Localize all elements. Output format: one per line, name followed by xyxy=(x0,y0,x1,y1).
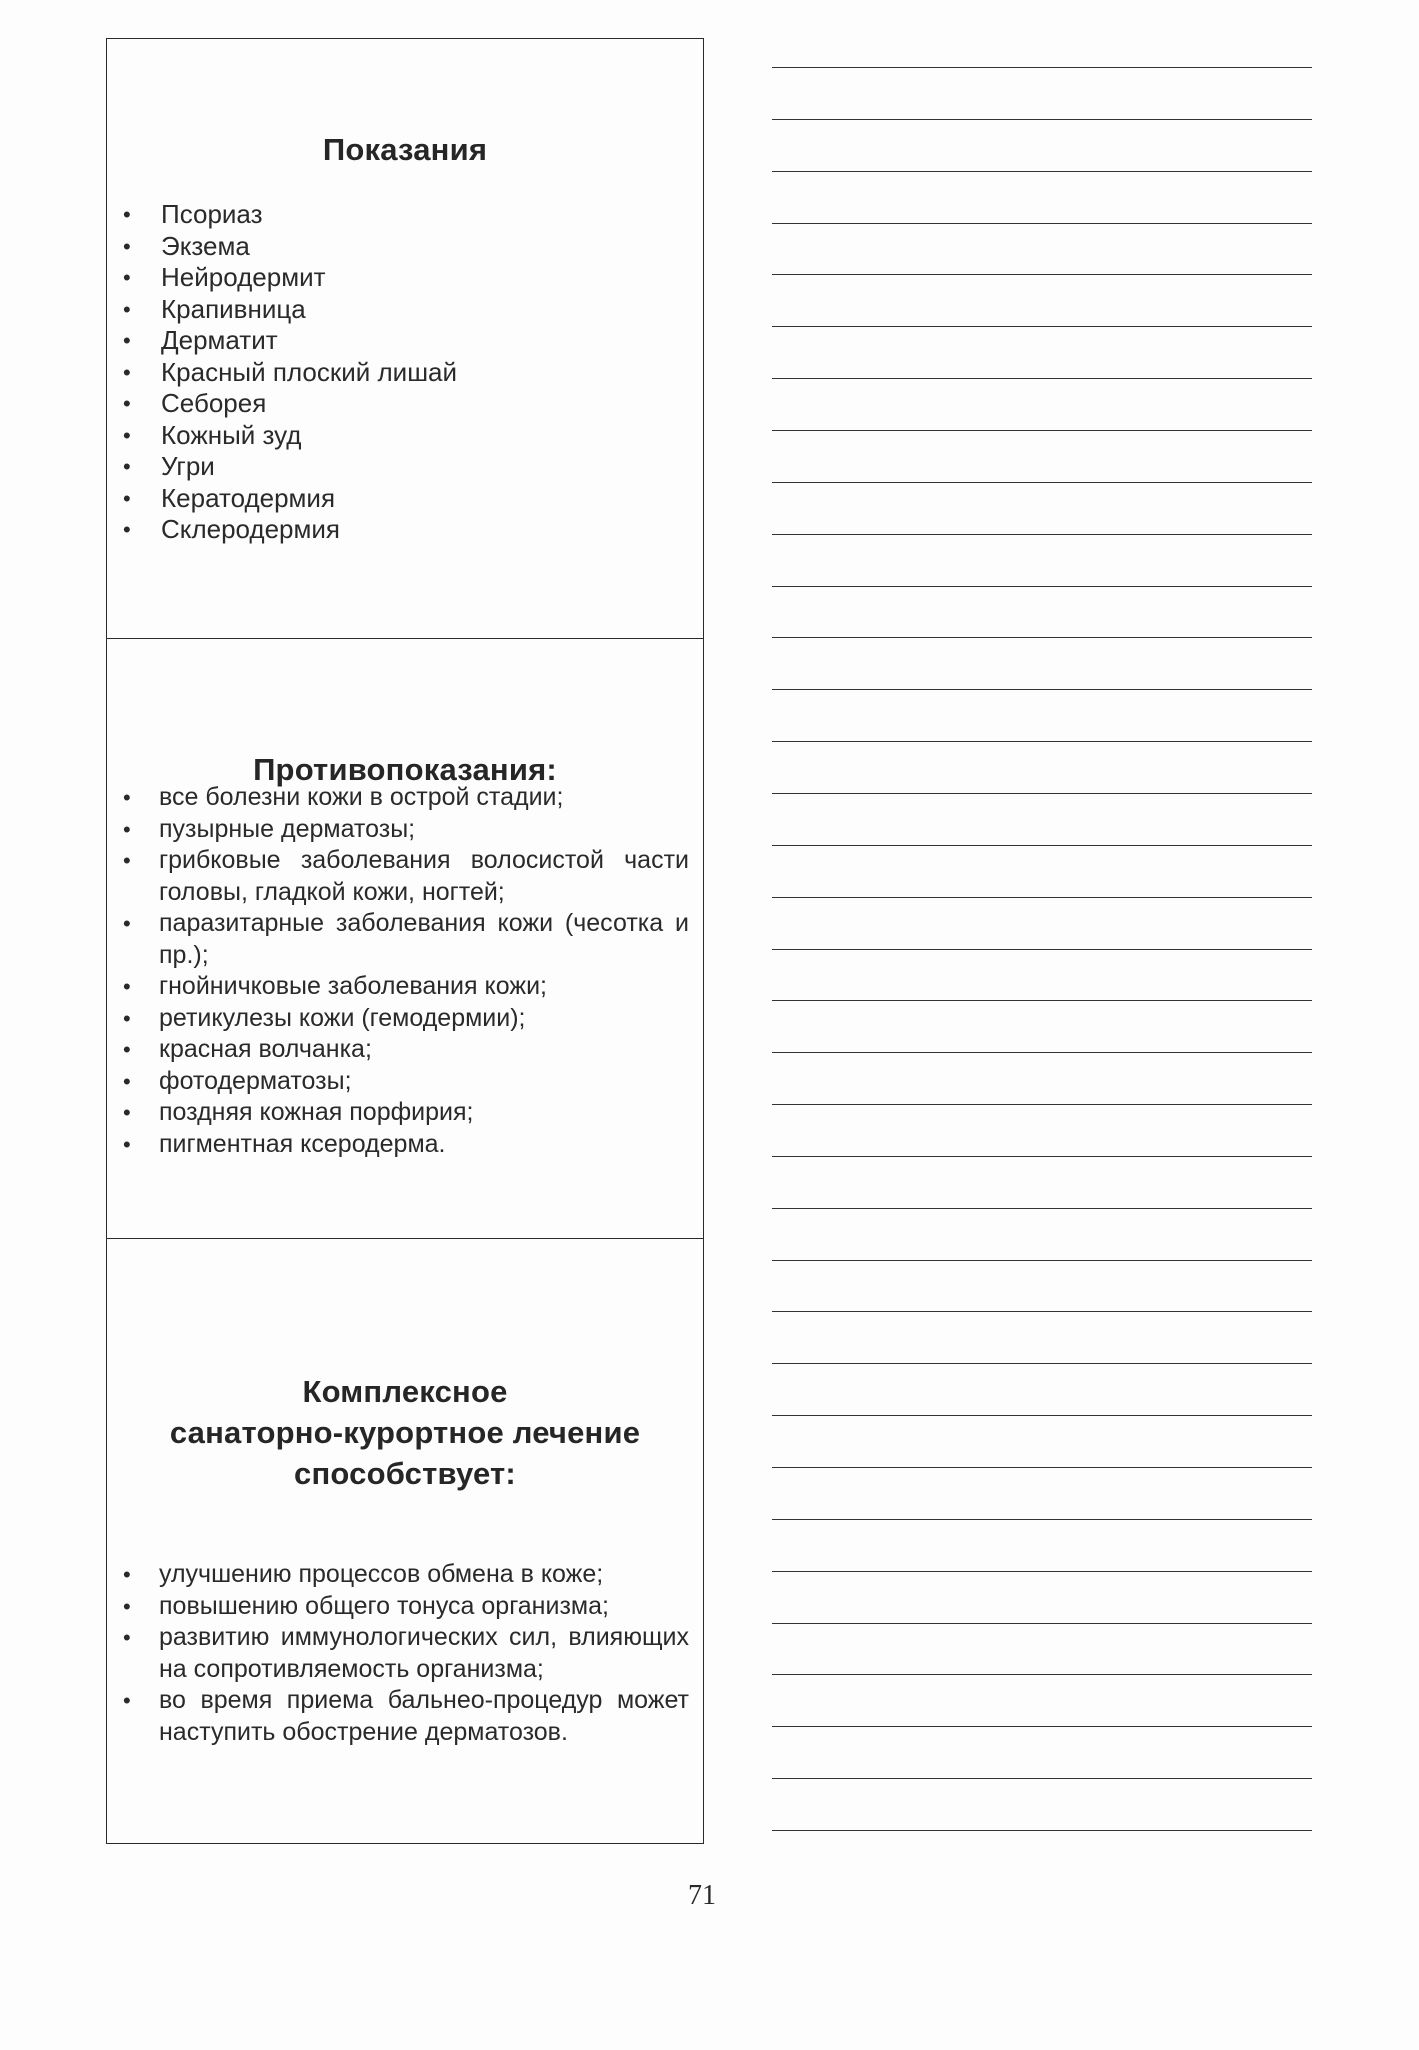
list-item: • Себорея xyxy=(119,388,689,420)
note-line xyxy=(772,1467,1312,1468)
list-item: • Красный плоский лишай xyxy=(119,357,689,389)
list-item: • во время приема бальнео-процедур может наступить обострение дерматозов. xyxy=(119,1685,689,1748)
note-line xyxy=(772,741,1312,742)
list-item: • пузырные дерматозы; xyxy=(119,814,689,846)
treatment-section xyxy=(107,1239,703,1845)
list-item: • Крапивница xyxy=(119,294,689,326)
note-line xyxy=(772,378,1312,379)
list-item: • Псориаз xyxy=(119,199,689,231)
note-line xyxy=(772,1830,1312,1831)
note-line xyxy=(772,326,1312,327)
treatment-title-line-1: Комплексное xyxy=(302,1374,508,1409)
list-item: • Экзема xyxy=(119,231,689,263)
note-line xyxy=(772,430,1312,431)
contraindications-title: Противопоказания: xyxy=(253,752,557,787)
note-line xyxy=(772,67,1312,68)
list-item: • ретикулезы кожи (гемодермии); xyxy=(119,1003,689,1035)
note-line xyxy=(772,845,1312,846)
list-item: • Кератодермия xyxy=(119,483,689,515)
note-line xyxy=(772,1052,1312,1053)
note-line xyxy=(772,119,1312,120)
note-line xyxy=(772,1156,1312,1157)
note-line xyxy=(772,1000,1312,1001)
list-item: • фотодерматозы; xyxy=(119,1066,689,1098)
contraindications-list xyxy=(119,782,689,1160)
note-line xyxy=(772,1311,1312,1312)
list-item: • красная волчанка; xyxy=(119,1034,689,1066)
list-item: • Дерматит xyxy=(119,325,689,357)
note-line xyxy=(772,1104,1312,1105)
note-line xyxy=(772,482,1312,483)
note-line xyxy=(772,223,1312,224)
indications-list xyxy=(119,199,689,546)
list-item: • поздняя кожная порфирия; xyxy=(119,1097,689,1129)
note-line xyxy=(772,586,1312,587)
note-line xyxy=(772,274,1312,275)
list-item: • Склеродермия xyxy=(119,514,689,546)
note-line xyxy=(772,1415,1312,1416)
contraindications-section xyxy=(107,639,703,1239)
list-item: • все болезни кожи в острой стадии; xyxy=(119,782,689,814)
indications-title: Показания xyxy=(322,132,488,167)
page-number: 71 xyxy=(688,1880,716,1911)
note-line xyxy=(772,1571,1312,1572)
note-line xyxy=(772,949,1312,950)
list-item: • повышению общего тонуса организма; xyxy=(119,1591,689,1623)
note-line xyxy=(772,793,1312,794)
note-line xyxy=(772,171,1312,172)
note-line xyxy=(772,534,1312,535)
note-line xyxy=(772,1623,1312,1624)
note-line xyxy=(772,1778,1312,1779)
list-item: • развитию иммунологических сил, влияющих на сопротивляемость организма; xyxy=(119,1622,689,1685)
note-line xyxy=(772,1260,1312,1261)
note-line xyxy=(772,689,1312,690)
treatment-list xyxy=(119,1559,689,1748)
treatment-title xyxy=(107,1371,703,1494)
list-item: • Нейродермит xyxy=(119,262,689,294)
note-line xyxy=(772,897,1312,898)
list-item: • пигментная ксеродерма. xyxy=(119,1129,689,1161)
list-item: • паразитарные заболевания кожи (чесотка и пр.); xyxy=(119,908,689,971)
note-line xyxy=(772,637,1312,638)
list-item: • гнойничковые заболевания кожи; xyxy=(119,971,689,1003)
list-item: • грибковые заболевания волосистой части головы, гладкой кожи, ногтей; xyxy=(119,845,689,908)
treatment-title-line-3: способствует: xyxy=(294,1456,516,1491)
notes-lines xyxy=(772,0,1312,1850)
note-line xyxy=(772,1726,1312,1727)
indications-section xyxy=(107,39,703,639)
treatment-title-line-2: санаторно-курортное лечение xyxy=(169,1415,641,1450)
note-line xyxy=(772,1519,1312,1520)
note-line xyxy=(772,1674,1312,1675)
info-box xyxy=(106,38,704,1844)
list-item: • улучшению процессов обмена в коже; xyxy=(119,1559,689,1591)
note-line xyxy=(772,1363,1312,1364)
list-item: • Угри xyxy=(119,451,689,483)
note-line xyxy=(772,1208,1312,1209)
list-item: • Кожный зуд xyxy=(119,420,689,452)
